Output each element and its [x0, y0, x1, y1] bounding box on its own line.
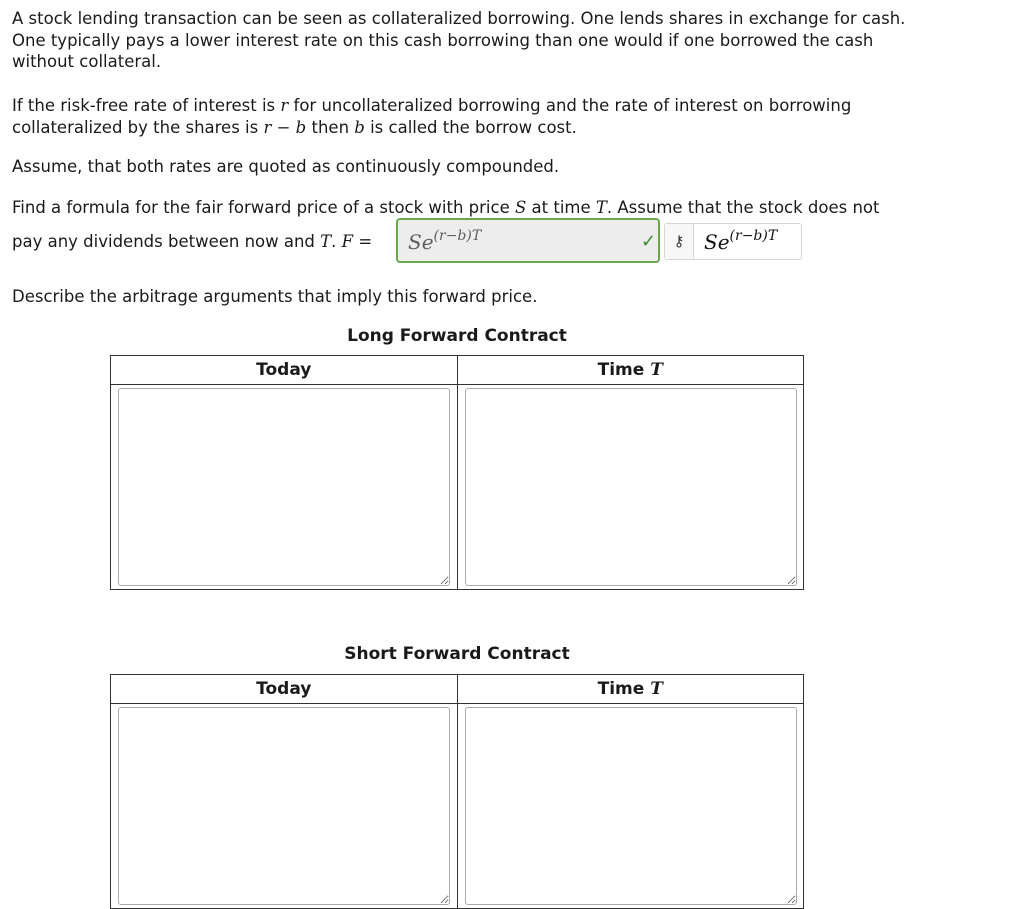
question-line-2: pay any dividends between now and T. F =: [12, 232, 373, 251]
short-time-textarea[interactable]: [465, 707, 797, 905]
long-today-textarea[interactable]: [118, 388, 450, 586]
expr-r-minus-b: r − b: [263, 117, 307, 137]
key-icon[interactable]: ⚷: [665, 224, 694, 259]
var-S: S: [514, 198, 527, 217]
long-time-textarea[interactable]: [465, 388, 797, 586]
answer-base: Se: [408, 230, 434, 254]
var-F: F: [341, 232, 354, 251]
forward-price-answer-input[interactable]: [396, 218, 660, 263]
var-r: r: [280, 96, 289, 115]
intro-paragraph-1: A stock lending transaction can be seen as collateralized borrowing. One lends shares in exchange for cash. One typically pays a lower interest rate on this cash borrowing than one would if one borrowed the cash without collateral.: [12, 9, 906, 71]
correct-answer-text: $Se^{(r-b)T}$: [704, 228, 778, 254]
long-table-caption: Long Forward Contract: [347, 326, 567, 346]
describe-prompt: Describe the arbitrage arguments that imply this forward price.: [12, 287, 538, 306]
answer-exponent: (r−b)T: [433, 228, 482, 244]
checkmark-icon: ✓: [641, 231, 657, 252]
correct-answer-preview: [664, 223, 802, 260]
short-today-textarea[interactable]: [118, 707, 450, 905]
short-col-today: Today: [111, 675, 458, 704]
short-table-caption: Short Forward Contract: [344, 644, 570, 664]
short-col-time: Time T: [457, 675, 804, 704]
var-T: T: [595, 198, 607, 217]
short-cell-time: [457, 704, 804, 909]
long-forward-table: [110, 355, 804, 590]
intro-paragraph-3: Assume, that both rates are quoted as continuously compounded.: [12, 157, 560, 176]
var-b: b: [354, 117, 365, 137]
short-cell-today: [111, 704, 458, 909]
intro-paragraph-2: If the risk-free rate of interest is r for uncollateralized borrowing and the rate of interest on borrowing collateralized by the shares is r − b then b is called the borrow cost.: [12, 96, 852, 137]
long-cell-today: [111, 385, 458, 590]
long-col-today: Today: [111, 356, 458, 385]
short-forward-table: [110, 674, 804, 909]
long-cell-time: [457, 385, 804, 590]
question-line-1: Find a formula for the fair forward price of a stock with price S at time T. Assume that the stock does not: [12, 198, 880, 217]
long-col-time: Time T: [457, 356, 804, 385]
